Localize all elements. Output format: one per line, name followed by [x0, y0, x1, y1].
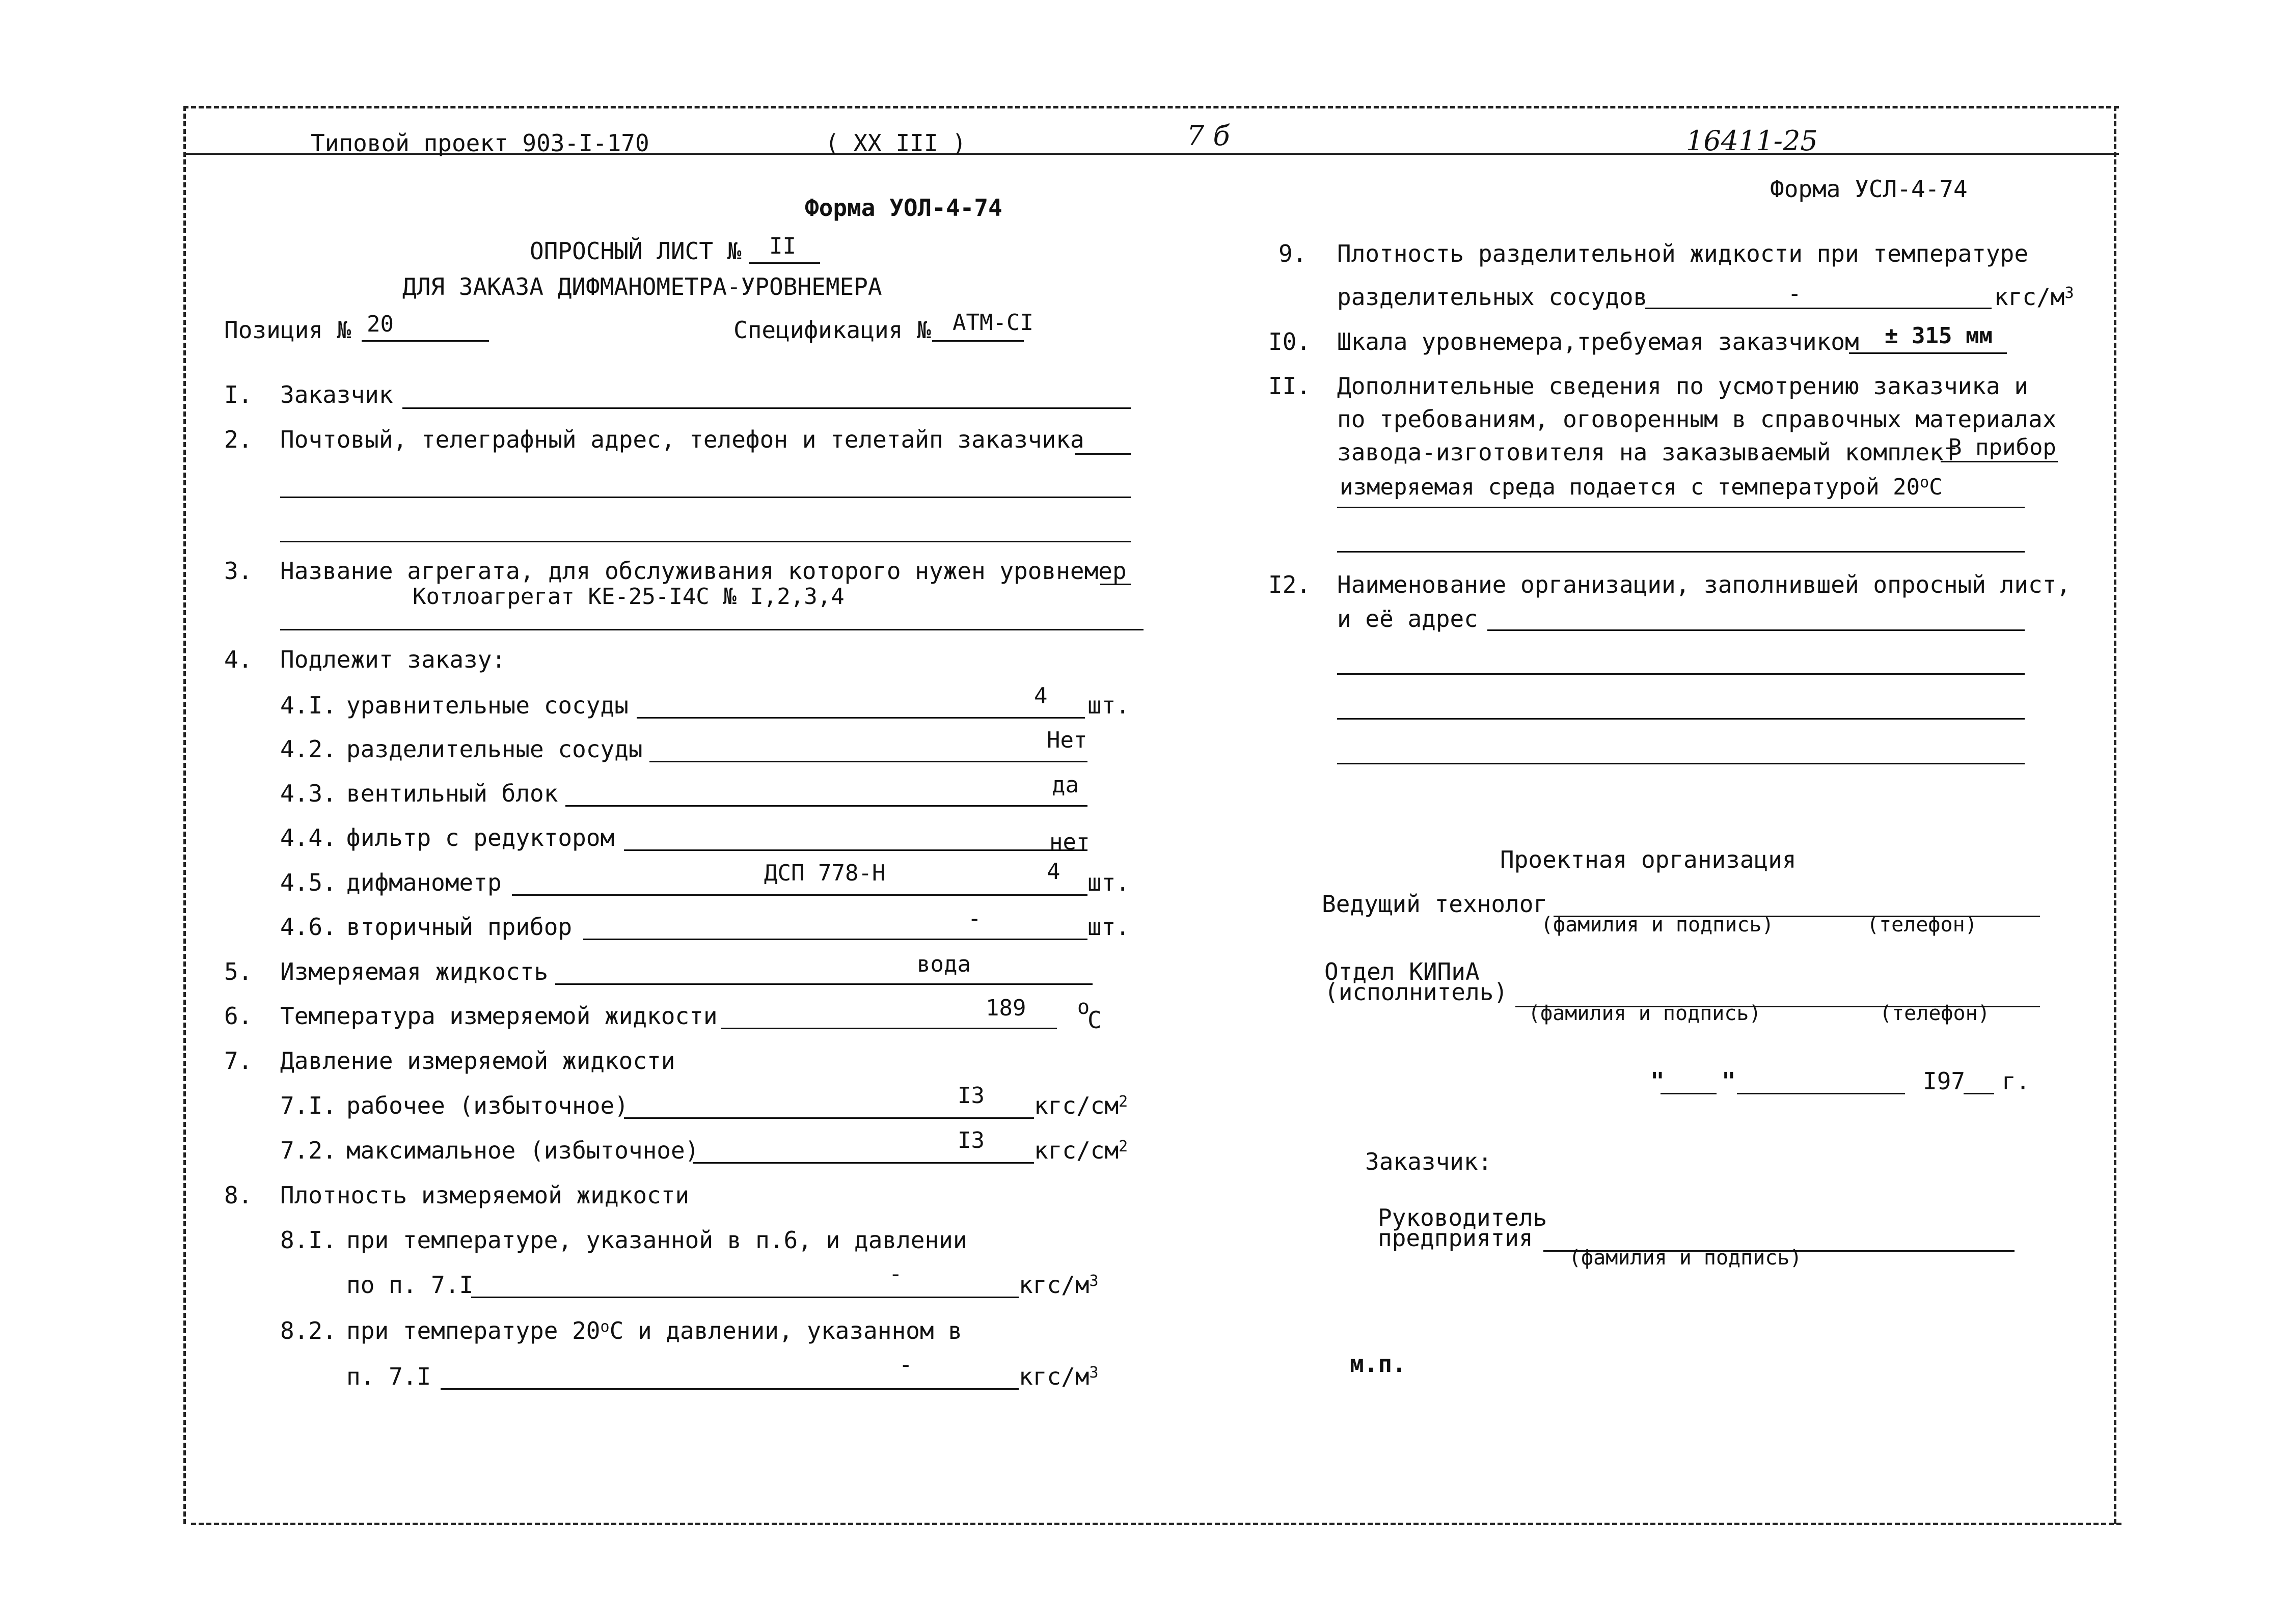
item-4-6-label: вторичный прибор — [346, 913, 573, 941]
item-8-2-label — [346, 1319, 962, 1342]
item-4-2-label: разделительные сосуды — [346, 735, 643, 763]
item-4-3-value: да — [1052, 772, 1079, 798]
item-4-4-num: 4.4. — [280, 824, 337, 851]
item-8-2-label-b: С и давлении, указанном в — [609, 1317, 962, 1344]
item-3-line-a — [1100, 584, 1131, 585]
date-year-prefix: I97 — [1923, 1067, 1966, 1095]
frame-top — [183, 106, 2119, 108]
item-5-label: Измеряемая жидкость — [280, 958, 549, 985]
questionnaire-title: ОПРОСНЫЙ ЛИСТ № — [530, 237, 742, 265]
item-7-1-line — [624, 1117, 1034, 1119]
item-8-1-unit — [1019, 1273, 1099, 1297]
date-year-suffix: г. — [2002, 1067, 2030, 1095]
item-7-1-unit-text: кгс/см — [1034, 1092, 1119, 1119]
item-4-1-unit: шт. — [1087, 692, 1130, 719]
header-sheet-no: 7 б — [1187, 120, 1230, 152]
item-12-line-c — [1337, 718, 2025, 720]
item-4-6-value: - — [968, 905, 982, 931]
item-12-num: I2. — [1268, 571, 1311, 598]
item-2-line-c — [280, 541, 1131, 542]
item-8-1-num: 8.I. — [280, 1226, 337, 1254]
item-9-value: - — [1788, 281, 1802, 307]
item-7-1-unit-exp: 2 — [1119, 1093, 1128, 1111]
item-3-num: 3. — [224, 557, 253, 585]
phone-hint-1: (телефон) — [1867, 913, 1977, 937]
item-4-5-unit: шт. — [1087, 869, 1130, 896]
item-11-value2 — [1340, 476, 1943, 499]
item-10-value: ± 315 мм — [1885, 323, 1993, 349]
item-9-label2: разделительных сосудов — [1337, 283, 1648, 311]
item-3-value: Котлоагрегат КЕ-25-I4С № I,2,3,4 — [413, 584, 845, 610]
item-5-value: вода — [917, 951, 971, 977]
item-8-2-num: 8.2. — [280, 1317, 337, 1344]
item-9-line — [1645, 308, 1992, 309]
right-form-code: Форма УСЛ-4-74 — [1770, 175, 1968, 203]
item-5-num: 5. — [224, 958, 253, 985]
item-8-2-label-a: при температуре 20 — [346, 1317, 601, 1344]
date-quote-close: " — [1722, 1067, 1736, 1095]
item-4-5-model: ДСП 778-Н — [764, 860, 886, 886]
position-label: Позиция № — [224, 316, 351, 344]
sig-hint-3: (фамилия и подпись) — [1569, 1246, 1802, 1270]
item-6-num: 6. — [224, 1002, 253, 1030]
lead-tech-label: Ведущий технолог — [1322, 890, 1548, 918]
spec-line — [932, 340, 1024, 342]
item-4-1-label: уравнительные сосуды — [346, 692, 629, 719]
item-9-unit-text: кгс/м — [1994, 283, 2065, 311]
item-4-2-num: 4.2. — [280, 735, 337, 763]
item-8-label: Плотность измеряемой жидкости — [280, 1181, 690, 1209]
dept-label-2: (исполнитель) — [1324, 978, 1508, 1006]
date-year-line — [1964, 1093, 1994, 1094]
item-12-label1: Наименование организации, заполнившей опросный лист, — [1337, 571, 2071, 598]
item-7-1-label: рабочее (избыточное) — [346, 1092, 629, 1119]
item-9-label: Плотность разделительной жидкости при температуре — [1337, 240, 2029, 267]
item-12-line-d — [1337, 763, 2025, 764]
item-8-1-value: - — [889, 1261, 903, 1287]
item-8-2-label-degree: o — [600, 1318, 610, 1336]
frame-bottom — [191, 1523, 2121, 1525]
item-4-3-label: вентильный блок — [346, 780, 558, 807]
item-6-unit: С — [1087, 1006, 1102, 1034]
item-7-1-value: I3 — [958, 1083, 985, 1109]
item-11-label2: по требованиям, оговоренным в справочных материалах — [1337, 405, 2057, 433]
item-7-2-label: максимальное (избыточное) — [346, 1137, 699, 1164]
header-project: Типовой проект 903-I-170 — [311, 129, 649, 157]
item-11-value2-c: С — [1929, 474, 1943, 500]
item-11-label1: Дополнительные сведения по усмотрению заказчика и — [1337, 372, 2029, 400]
item-7-1-num: 7.I. — [280, 1092, 337, 1119]
position-line — [362, 340, 489, 342]
item-8-1-unit-exp: 3 — [1089, 1272, 1099, 1290]
questionnaire-number-line — [749, 262, 820, 264]
item-10-line — [1849, 352, 2007, 354]
item-11-line-b — [1337, 507, 2025, 508]
design-org-heading: Проектная организация — [1500, 846, 1797, 873]
sig-hint-1: (фамилия и подпись) — [1541, 913, 1774, 937]
spec-label: Спецификация № — [733, 316, 931, 344]
item-6-label: Температура измеряемой жидкости — [280, 1002, 718, 1030]
item-4-2-line — [649, 761, 1087, 762]
item-4-6-num: 4.6. — [280, 913, 337, 941]
item-7-2-unit-text: кгс/см — [1034, 1137, 1119, 1164]
item-6-value: 189 — [986, 995, 1026, 1021]
item-8-1-label2: по п. 7.I — [346, 1271, 474, 1299]
item-1-label: Заказчик — [280, 381, 393, 408]
item-4-3-line — [565, 805, 1087, 807]
item-8-1-line — [471, 1297, 1019, 1298]
item-12-label2: и её адрес — [1337, 605, 1478, 632]
spec-value: АТМ-СI — [953, 310, 1033, 336]
item-4-1-value: 4 — [1034, 683, 1048, 709]
phone-hint-2: (телефон) — [1880, 1002, 1990, 1025]
frame-right — [2114, 106, 2116, 1524]
item-11-line-a — [1941, 461, 2058, 462]
date-quote-open: " — [1650, 1067, 1665, 1095]
dept-label-1: Отдел КИПиА — [1324, 958, 1480, 985]
item-4-5-num: 4.5. — [280, 869, 337, 896]
item-7-2-num: 7.2. — [280, 1137, 337, 1164]
item-2-line-b — [280, 497, 1131, 498]
item-5-line — [555, 983, 1093, 985]
item-8-2-unit-exp: 3 — [1089, 1364, 1099, 1382]
questionnaire-subtitle: ДЛЯ ЗАКАЗА ДИФМАНОМЕТРА-УРОВНЕМЕРА — [402, 273, 882, 300]
item-4-5-line — [512, 894, 1087, 896]
item-9-unit-exp: 3 — [2064, 284, 2074, 302]
item-3-label: Название агрегата, для обслуживания которого нужен уровнемер — [280, 557, 1127, 585]
customer-label: Заказчик: — [1365, 1148, 1492, 1175]
item-11-label3: завода-изготовителя на заказываемый комплект — [1337, 438, 1958, 466]
head-label-2: предприятия — [1378, 1224, 1533, 1252]
item-9-num: 9. — [1278, 240, 1307, 267]
item-8-1-label: при температуре, указанной в п.6, и давлении — [346, 1226, 967, 1254]
item-6-degree: o — [1077, 996, 1090, 1019]
item-7-2-unit-exp: 2 — [1119, 1138, 1128, 1155]
item-9-unit — [1994, 285, 2074, 309]
head-label-1: Руководитель — [1378, 1204, 1547, 1231]
item-1-line — [402, 407, 1131, 409]
item-2-line-a — [1075, 453, 1131, 455]
item-3-line-b — [280, 629, 1144, 630]
item-12-line-a — [1487, 629, 2025, 631]
item-4-1-num: 4.I. — [280, 692, 337, 719]
item-8-1-unit-text: кгс/м — [1019, 1271, 1090, 1299]
item-7-2-line — [693, 1162, 1034, 1164]
item-4-5-value: 4 — [1047, 859, 1060, 885]
item-7-2-value: I3 — [958, 1127, 985, 1153]
item-2-num: 2. — [224, 426, 253, 453]
item-7-num: 7. — [224, 1047, 253, 1075]
item-8-2-unit — [1019, 1365, 1099, 1388]
item-7-label: Давление измеряемой жидкости — [280, 1047, 675, 1075]
item-4-5-label: дифманометр — [346, 869, 502, 896]
item-11-num: II. — [1268, 372, 1311, 400]
item-4-1-line — [637, 717, 1085, 719]
item-4-6-unit: шт. — [1087, 913, 1130, 941]
stamp-label: м.п. — [1350, 1350, 1406, 1378]
item-7-2-unit — [1034, 1139, 1128, 1162]
item-8-2-unit-text: кгс/м — [1019, 1363, 1090, 1390]
item-8-num: 8. — [224, 1181, 253, 1209]
item-4-num: 4. — [224, 646, 253, 673]
left-form-code: Форма УОЛ-4-74 — [805, 194, 1002, 222]
date-day-line — [1661, 1093, 1717, 1094]
item-7-1-unit — [1034, 1094, 1128, 1117]
item-10-num: I0. — [1268, 328, 1311, 355]
item-4-label: Подлежит заказу: — [280, 646, 506, 673]
item-4-6-line — [583, 939, 1087, 940]
item-1-num: I. — [224, 381, 253, 408]
item-11-value1: В прибор — [1948, 434, 2056, 460]
item-8-2-value: - — [899, 1352, 913, 1378]
header-album: ( XX III ) — [825, 129, 966, 157]
position-value: 20 — [367, 311, 394, 337]
header-archive-no: 16411-25 — [1686, 125, 1818, 157]
item-4-4-label: фильтр с редуктором — [346, 824, 615, 851]
item-2-label: Почтовый, телеграфный адрес, телефон и телетайп заказчика — [280, 426, 1084, 453]
sig-hint-2: (фамилия и подпись) — [1528, 1002, 1761, 1025]
item-4-3-num: 4.3. — [280, 780, 337, 807]
date-month-line — [1737, 1093, 1905, 1094]
item-4-4-value: нет — [1049, 829, 1090, 855]
item-11-value2-degree: o — [1920, 474, 1929, 491]
item-10-label: Шкала уровнемера,требуемая заказчиком — [1337, 328, 1859, 355]
item-8-2-label2: п. 7.I — [346, 1363, 431, 1390]
frame-left — [183, 106, 186, 1524]
item-8-2-line — [441, 1388, 1019, 1390]
item-4-2-value: Нет — [1047, 727, 1087, 753]
item-4-4-line — [624, 849, 1087, 851]
item-11-value2-text: измеряемая среда подается с температурой 20 — [1340, 474, 1920, 500]
item-11-line-c — [1337, 551, 2025, 553]
item-12-line-b — [1337, 673, 2025, 675]
questionnaire-number: II — [769, 233, 796, 259]
item-6-line — [721, 1028, 1057, 1029]
